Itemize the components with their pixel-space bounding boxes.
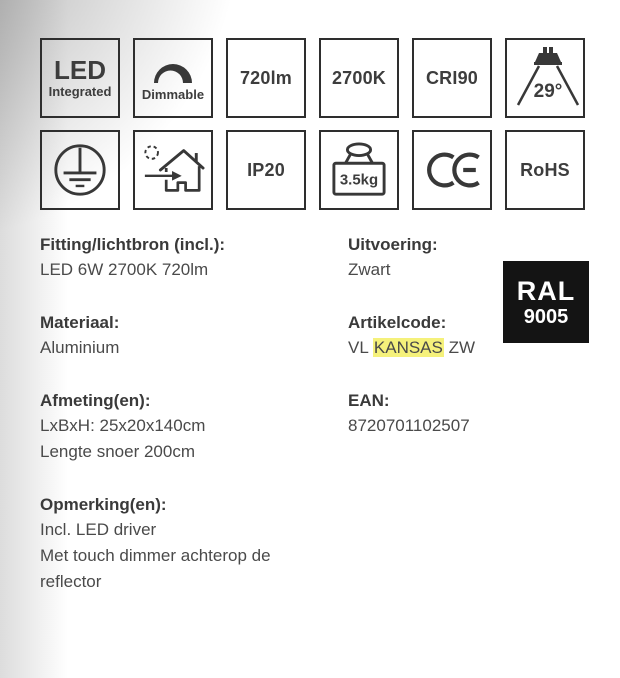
spec-ean-label: EAN: [348,391,390,410]
color-temperature-label: 2700K [331,67,387,88]
badge-lumen [226,38,306,118]
badge-beam-angle [505,38,585,118]
certification-badge-grid [40,38,620,210]
spec-fitting [40,233,348,283]
spec-opmerkingen [40,493,348,595]
badge-color-temperature [319,38,399,118]
spec-opmerkingen-line-2: Met touch dimmer achterop de reflector [40,546,271,591]
weight-icon [328,142,390,198]
weight-label: 3.5kg [339,171,379,189]
badge-indoor-use [133,130,213,210]
badge-rohs [505,130,585,210]
beam-angle-icon [507,41,583,115]
badge-weight [319,130,399,210]
spec-afmetingen-line-1: LxBxH: 25x20x140cm [40,416,206,435]
spec-fitting-value: LED 6W 2700K 720lm [40,260,209,279]
spec-afmetingen-label: Afmeting(en): [40,391,151,410]
artikelcode-highlighted-text: KANSAS [373,338,443,357]
led-label: LED [54,55,106,85]
dimmable-arc-icon [149,55,197,85]
lumen-label: 720lm [239,67,293,88]
dimmable-label: Dimmable [141,86,205,102]
spec-fitting-label: Fitting/lichtbron (incl.): [40,235,226,254]
spec-ean-value: 8720701102507 [348,416,470,435]
spec-materiaal-value: Aluminium [40,338,120,357]
spec-opmerkingen-label: Opmerking(en): [40,495,167,514]
ce-mark-icon [424,149,480,191]
indoor-use-icon [141,141,205,199]
badge-dimmable [133,38,213,118]
spec-materiaal [40,311,348,361]
spec-materiaal-label: Materiaal: [40,313,120,332]
spec-afmetingen-line-2: Lengte snoer 200cm [40,442,195,461]
rohs-label: RoHS [520,159,570,180]
ral-badge-line1: RAL [516,275,576,306]
badge-led-integrated [40,38,120,118]
badge-ce [412,130,492,210]
badge-ip-rating [226,130,306,210]
protective-earth-icon [51,141,109,199]
integrated-label: Integrated [48,84,112,99]
spec-afmetingen [40,389,348,465]
ip-rating-label: IP20 [247,159,285,180]
artikelcode-prefix: VL [348,338,373,357]
badge-cri [412,38,492,118]
ral-color-badge [503,261,589,343]
spec-uitvoering-label: Uitvoering: [348,235,438,254]
artikelcode-suffix: ZW [443,338,476,357]
spec-uitvoering-value: Zwart [348,260,391,279]
spec-ean [348,389,580,465]
spec-opmerkingen-line-1: Incl. LED driver [40,520,157,539]
beam-angle-label: 29° [533,81,563,102]
cri-label: CRI90 [425,67,479,88]
badge-protection-class [40,130,120,210]
ral-badge-line2: 9005 [523,305,569,328]
spec-artikelcode-label: Artikelcode: [348,313,447,332]
